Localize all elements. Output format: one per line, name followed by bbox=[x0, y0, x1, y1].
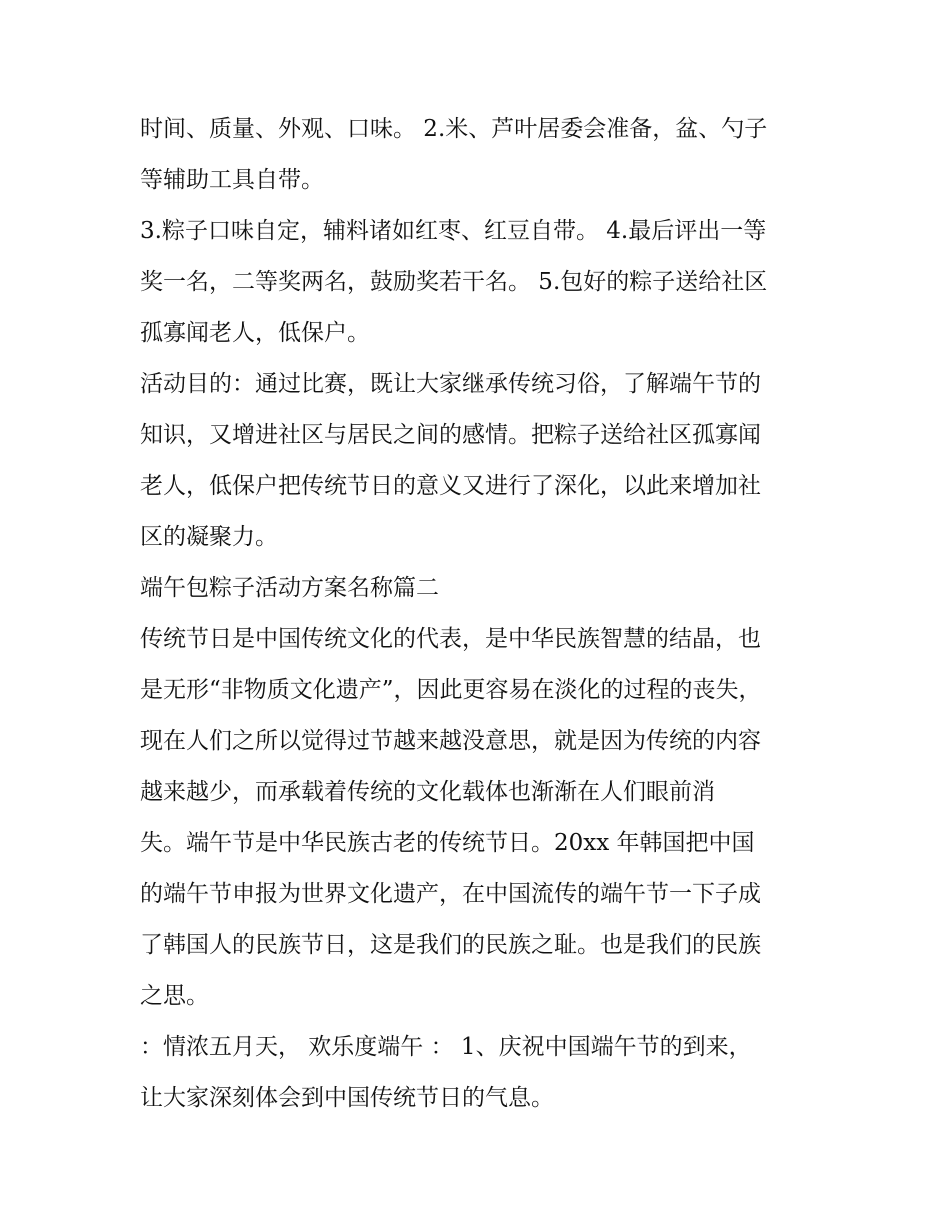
text-line: 了韩国人的民族节日，这是我们的民族之耻。也是我们的民族 bbox=[140, 932, 761, 958]
text-line: 区的凝聚力。 bbox=[140, 524, 278, 550]
document-body bbox=[140, 104, 820, 1124]
text-line: 时间、质量、外观、口味。 2.米、芦叶居委会准备，盆、勺子 bbox=[140, 116, 768, 142]
text-line: 3.粽子口味自定，辅料诸如红枣、红豆自带。 4.最后评出一等 bbox=[140, 218, 767, 244]
text-line: 知识，又增进社区与居民之间的感情。把粽子送给社区孤寡闻 bbox=[140, 422, 761, 448]
text-line: 传统节日是中国传统文化的代表，是中华民族智慧的结晶，也 bbox=[140, 626, 761, 652]
paragraph-materials bbox=[140, 104, 820, 206]
paragraph-rules bbox=[140, 206, 820, 359]
paragraph-background bbox=[140, 614, 820, 1022]
text-line: 之思。 bbox=[140, 983, 209, 1009]
text-line: 孤寡闻老人，低保户。 bbox=[140, 320, 370, 346]
paragraph-theme bbox=[140, 1022, 820, 1124]
text-line: 等辅助工具自带。 bbox=[140, 167, 324, 193]
paragraph-purpose bbox=[140, 359, 820, 563]
text-line: 让大家深刻体会到中国传统节日的气息。 bbox=[140, 1085, 554, 1111]
heading-text: 端午包粽子活动方案名称篇二 bbox=[140, 575, 439, 601]
text-line: 的端午节申报为世界文化遗产，在中国流传的端午节一下子成 bbox=[140, 881, 761, 907]
text-line: ：情浓五月天， 欢乐度端午 ： 1、庆祝中国端午节的到来， bbox=[140, 1034, 752, 1060]
text-line: 奖一名，二等奖两名，鼓励奖若干名。 5.包好的粽子送给社区 bbox=[140, 269, 768, 295]
text-line: 失。端午节是中华民族古老的传统节日。20xx 年韩国把中国 bbox=[140, 830, 755, 856]
section-heading bbox=[140, 563, 820, 614]
text-line: 越来越少，而承载着传统的文化载体也渐渐在人们眼前消 bbox=[140, 779, 715, 805]
text-line: 活动目的：通过比赛，既让大家继承传统习俗，了解端午节的 bbox=[140, 371, 761, 397]
text-line: 现在人们之所以觉得过节越来越没意思，就是因为传统的内容 bbox=[140, 728, 761, 754]
text-line: 是无形“非物质文化遗产”，因此更容易在淡化的过程的丧失， bbox=[140, 677, 762, 703]
text-line: 老人，低保户把传统节日的意义又进行了深化，以此来增加社 bbox=[140, 473, 761, 499]
